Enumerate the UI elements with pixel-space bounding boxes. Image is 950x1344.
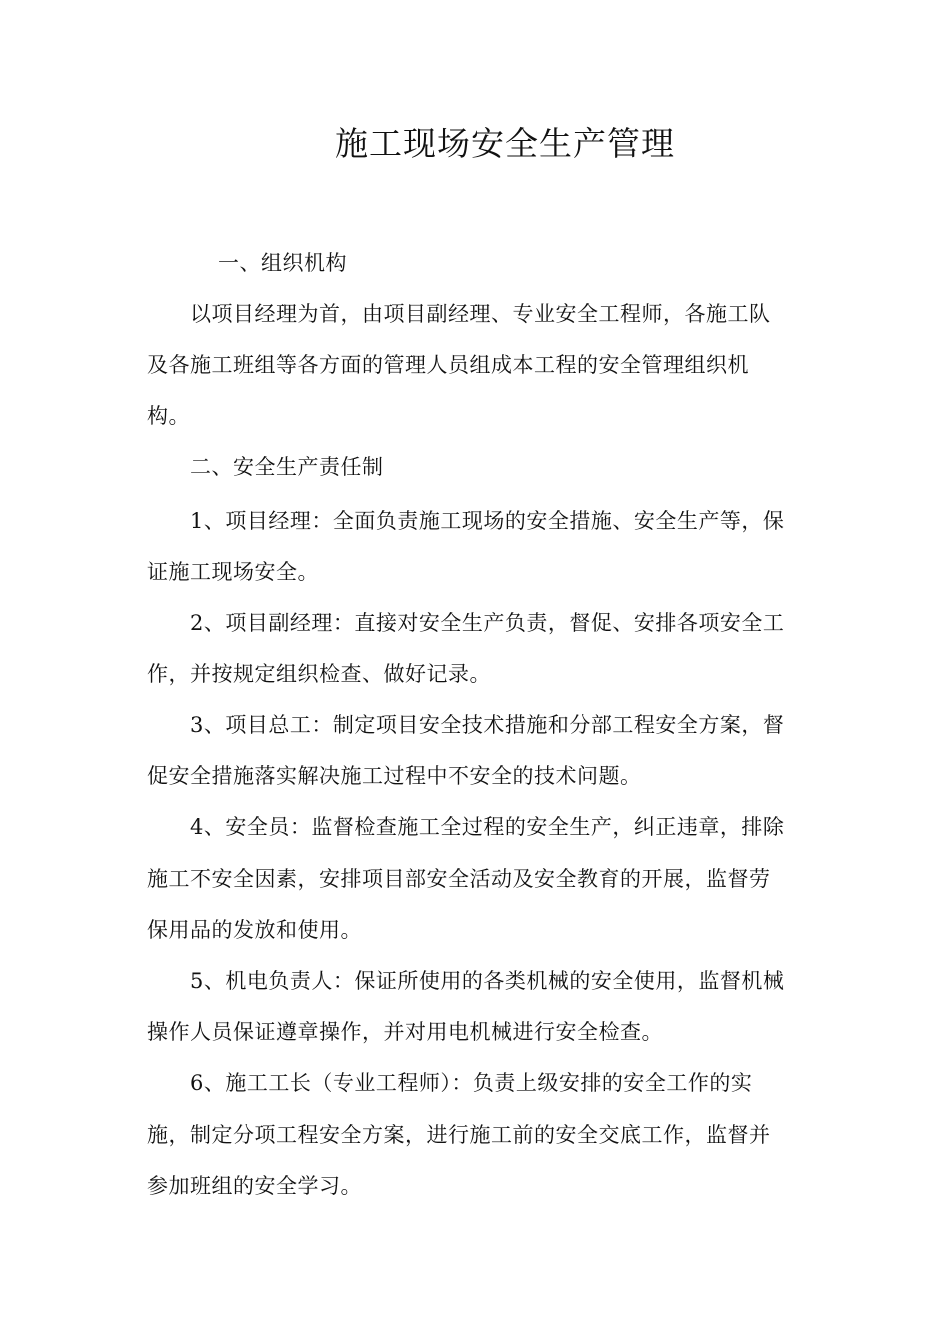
- paragraph-line: 3、项目总工：制定项目安全技术措施和分部工程安全方案，督: [190, 713, 785, 737]
- document-title: 施工现场安全生产管理: [335, 124, 675, 163]
- paragraph-line: 构。: [147, 404, 190, 428]
- paragraph-line: 施，制定分项工程安全方案，进行施工前的安全交底工作，监督并: [147, 1123, 771, 1147]
- paragraph-line: 作，并按规定组织检查、做好记录。: [147, 662, 491, 686]
- paragraph-line: 操作人员保证遵章操作，并对用电机械进行安全检查。: [147, 1020, 663, 1044]
- paragraph-line: 4、安全员：监督检查施工全过程的安全生产，纠正违章，排除: [190, 815, 785, 839]
- paragraph-line: 5、机电负责人：保证所使用的各类机械的安全使用，监督机械: [190, 969, 785, 993]
- section-heading-organization: 一、组织机构: [218, 251, 347, 275]
- paragraph-line: 1、项目经理：全面负责施工现场的安全措施、安全生产等，保: [190, 509, 785, 533]
- paragraph-line: 及各施工班组等各方面的管理人员组成本工程的安全管理组织机: [147, 353, 749, 377]
- paragraph-line: 保用品的发放和使用。: [147, 918, 362, 942]
- paragraph-line: 6、施工工长（专业工程师）：负责上级安排的安全工作的实: [190, 1071, 753, 1095]
- section-heading-responsibility: 二、安全生产责任制: [190, 455, 384, 479]
- paragraph-line: 促安全措施落实解决施工过程中不安全的技术问题。: [147, 764, 642, 788]
- paragraph-line: 证施工现场安全。: [147, 560, 319, 584]
- paragraph-line: 2、项目副经理：直接对安全生产负责，督促、安排各项安全工: [190, 611, 785, 635]
- paragraph-line: 施工不安全因素，安排项目部安全活动及安全教育的开展，监督劳: [147, 867, 771, 891]
- paragraph-line: 参加班组的安全学习。: [147, 1174, 362, 1198]
- paragraph-line: 以项目经理为首，由项目副经理、专业安全工程师，各施工队: [190, 302, 771, 326]
